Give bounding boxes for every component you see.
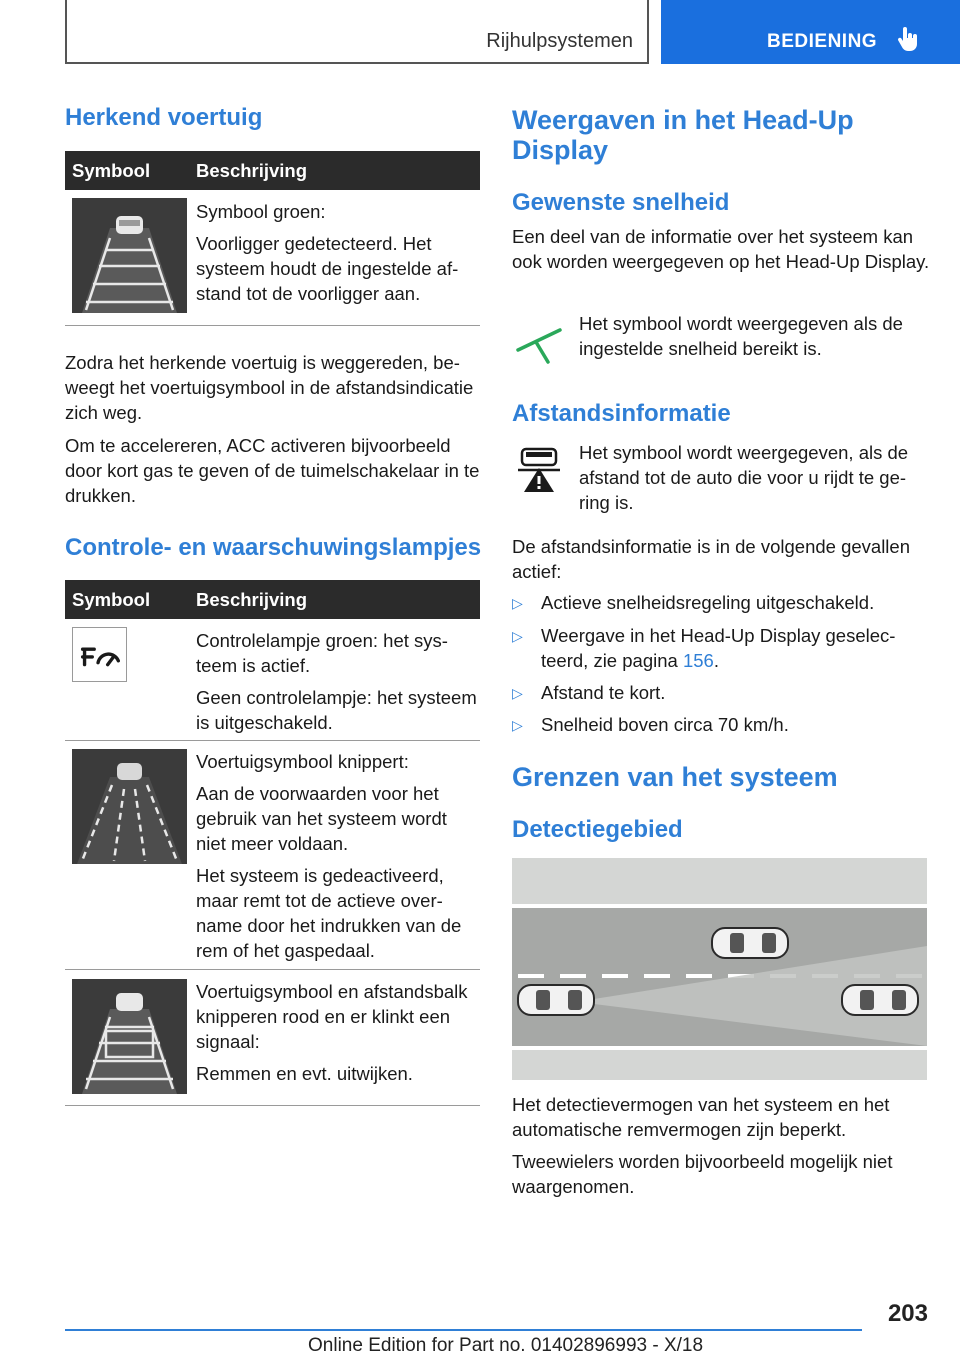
bullet-triangle-icon: ▷ [512, 595, 523, 611]
text-line: Voorligger gedetecteerd. Het systeem houdt de ingestelde afstand tot de voorligger aan. [196, 233, 459, 304]
list-item-text-part: . [713, 650, 719, 671]
text-line: Controlelampje groen: het systeem is actief. [196, 630, 448, 676]
table2-row1-description [196, 628, 480, 735]
text-line: Symbool groen: [196, 201, 326, 222]
heading-system-limits: Grenzen van het systeem [512, 762, 838, 792]
list-item-text: Actieve snelheidsregeling uitgeschakeld. [541, 592, 875, 613]
page-number: 203 [887, 1300, 928, 1327]
table1-col-description: Beschrijving [196, 160, 308, 181]
list-item-text-part: Weergave in het Head-Up Display geselecteerd, zie pagina [541, 625, 896, 671]
table1-row1-description [196, 199, 480, 306]
paragraph-two-wheelers: Tweewielers worden bijvoorbeeld mogelijk niet waargenomen. [512, 1151, 893, 1197]
table2-col-description: Beschrijving [196, 589, 308, 610]
paragraph-speed-icon: Het symbool wordt weergegeven als de ingestelde snelheid bereikt is. [579, 313, 903, 359]
text-line: Voertuigsymbool knippert: [196, 751, 409, 772]
footer-edition: Online Edition for Part no. 01402896993 - X/18 [308, 1335, 704, 1356]
table2-divider [65, 969, 480, 970]
paragraph-detection-limited: Het detectievermogen van het systeem en het automatische remvermogen zijn beperkt. [512, 1094, 890, 1140]
text-line: Remmen en evt. uitwijken. [196, 1063, 413, 1084]
header-tab-label: BEDIENING [767, 31, 878, 52]
heading-recognized-vehicle: Herkend voertuig [65, 104, 263, 131]
table1-divider [65, 325, 480, 326]
header-section-title: Rijhulpsystemen [486, 30, 633, 52]
heading-detection-area: Detectiegebied [512, 816, 683, 843]
detection-area-illustration [512, 858, 927, 1080]
text-line: Het systeem is gedeactiveerd, maar remt tot de actieve overname door het indrukken van de rem of het gaspedaal. [196, 865, 462, 961]
page-reference-link[interactable]: 156 [682, 650, 714, 671]
acc-indicator-lamp-icon [72, 627, 127, 682]
table2-row2-description [196, 749, 480, 963]
bullet-triangle-icon: ▷ [512, 685, 523, 701]
bullet-triangle-icon: ▷ [512, 628, 523, 644]
heading-distance-info: Afstandsinformatie [512, 400, 731, 427]
text-line: Aan de voorwaarden voor het gebruik van het systeem wordt niet meer voldaan. [196, 783, 447, 854]
acc-distance-warning-image [72, 979, 187, 1094]
set-speed-reached-icon [514, 318, 564, 368]
acc-vehicle-flashing-image [72, 749, 187, 864]
heading-indicator-lamps: Controle- en waarschuwingslampjes [65, 534, 482, 561]
header-section-box [65, 0, 649, 64]
text-line: Geen controlelampje: het systeem is uitgeschakeld. [196, 687, 477, 733]
bullet-triangle-icon: ▷ [512, 717, 523, 733]
hand-pointer-icon [897, 27, 919, 53]
distance-warning-icon [514, 444, 564, 494]
table2-divider [65, 740, 480, 741]
header-tab-bediening[interactable] [661, 0, 960, 64]
text-line: Voertuigsymbool en afstandsbalk knipperen rood en er klinkt een signaal: [196, 981, 468, 1052]
heading-desired-speed: Gewenste snelheid [512, 189, 730, 216]
acc-vehicle-detected-image [72, 198, 187, 313]
heading-hud-displays: Weergaven in het Head-Up Display [512, 105, 854, 165]
table1-header [65, 151, 480, 190]
table2-col-symbol: Symbool [72, 589, 151, 610]
list-item-text [541, 623, 931, 673]
list-item-text: Snelheid boven circa 70 km/h. [541, 714, 789, 735]
paragraph-hud-info: Een deel van de informatie over het systeem kan ook worden weergegeven op het Head-Up Display. [512, 226, 930, 272]
paragraph-accelerate: Om te accelereren, ACC activeren bijvoorbeeld door kort gas te geven of de tuimelschakelaar in te drukken. [65, 435, 480, 506]
table2-row3-description [196, 979, 480, 1086]
table2-divider [65, 1105, 480, 1106]
paragraph-vehicle-moves-away: Zodra het herkende voertuig is weggereden, beweegt het voertuigsymbool in de afstandsindicatie zich weg. [65, 352, 474, 423]
table1-col-symbol: Symbool [72, 160, 151, 181]
list-item-text: Afstand te kort. [541, 682, 666, 703]
table2-header [65, 580, 480, 619]
footer-divider [65, 1329, 862, 1331]
paragraph-distance-active: De afstandsinformatie is in de volgende gevallen actief: [512, 536, 910, 582]
paragraph-distance-icon: Het symbool wordt weergegeven, als de afstand tot de auto die voor u rijdt te gering is. [579, 442, 909, 513]
